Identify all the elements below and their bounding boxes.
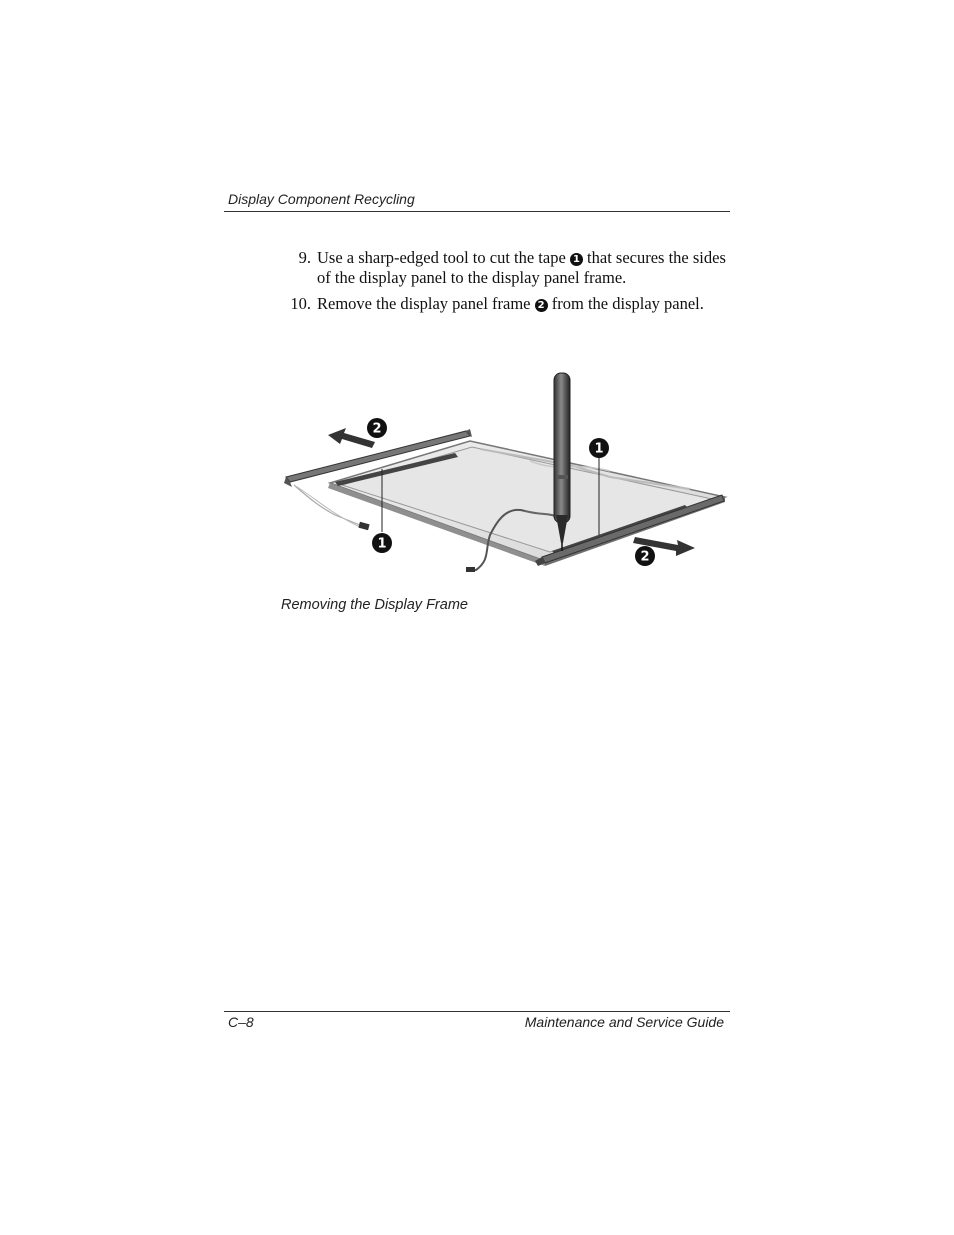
step-text-line1 bbox=[317, 294, 704, 314]
figure-caption: Removing the Display Frame bbox=[281, 597, 468, 613]
header-rule bbox=[224, 211, 730, 212]
footer-rule bbox=[224, 1011, 730, 1012]
display-frame-illustration bbox=[280, 365, 730, 580]
guide-title: Maintenance and Service Guide bbox=[524, 1014, 724, 1030]
callout-label: 2 bbox=[640, 549, 650, 565]
callout-label: 2 bbox=[372, 421, 382, 437]
callout-2-left bbox=[367, 418, 387, 438]
callout-2-right bbox=[635, 546, 655, 566]
step-10 bbox=[281, 294, 741, 316]
step-text: from the display panel. bbox=[547, 294, 704, 313]
callout-label: 1 bbox=[377, 536, 387, 552]
callout-1-left bbox=[372, 533, 392, 553]
step-text-line2: of the display panel to the display panel frame. bbox=[317, 268, 627, 287]
step-text-line1 bbox=[317, 248, 726, 268]
callout-2-marker: 2 bbox=[535, 299, 548, 312]
callout-1-right bbox=[589, 438, 609, 458]
step-number: 9. bbox=[298, 248, 311, 267]
callout-label: 1 bbox=[594, 441, 604, 457]
step-number: 10. bbox=[290, 294, 311, 313]
section-title: Display Component Recycling bbox=[228, 191, 415, 207]
page-number: C–8 bbox=[228, 1014, 254, 1030]
step-text: Remove the display panel frame bbox=[317, 294, 535, 313]
callout-1-marker: 1 bbox=[570, 253, 583, 266]
step-text: Use a sharp-edged tool to cut the tape bbox=[317, 248, 570, 267]
step-9 bbox=[281, 248, 741, 290]
step-text: that secures the sides bbox=[582, 248, 726, 267]
